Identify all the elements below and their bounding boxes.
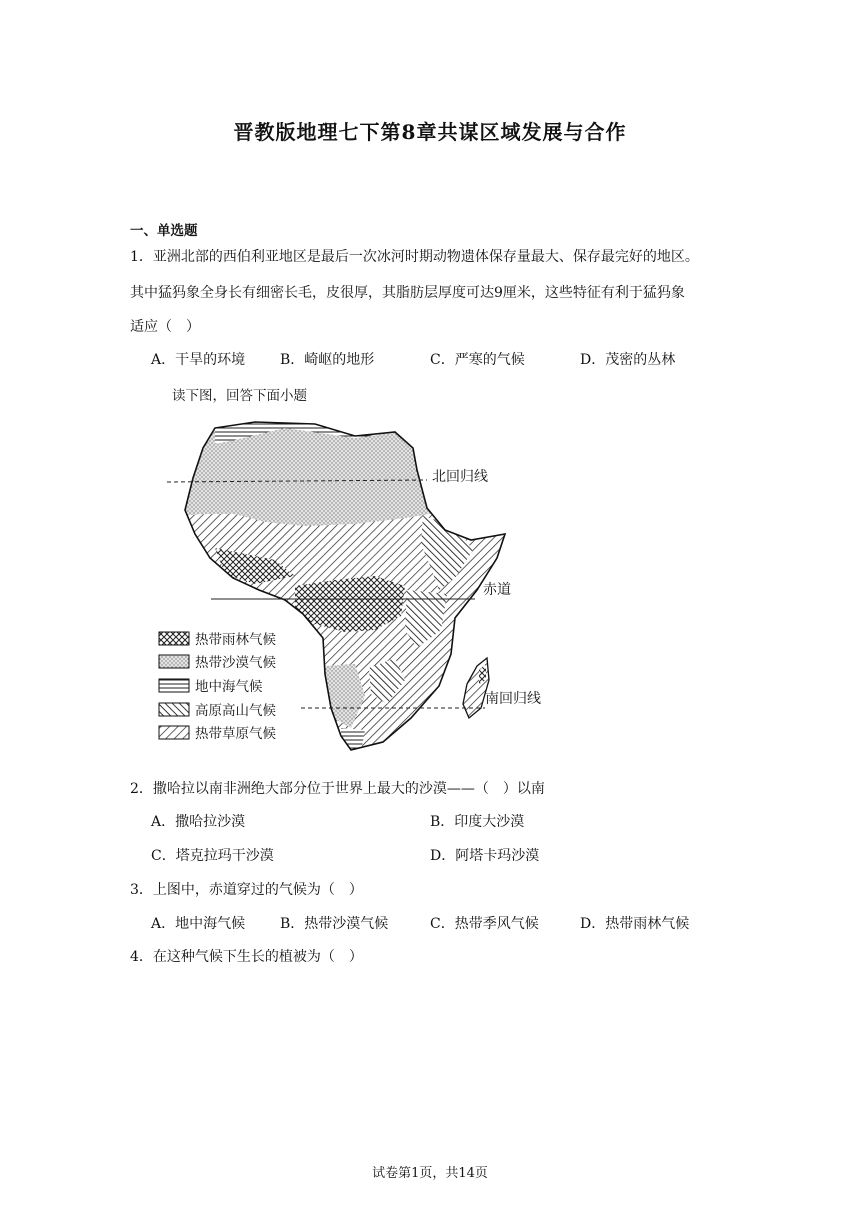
question-3-option-a: A．地中海气候 (151, 916, 246, 932)
question-1-line-3: 适应（ ） (130, 319, 200, 335)
question-3-option-d: D．热带雨林气候 (580, 916, 690, 932)
legend-label-mediterranean: 地中海气候 (195, 679, 263, 695)
map-legend (159, 631, 276, 742)
africa-climate-map (155, 418, 555, 764)
legend-swatch-savanna (159, 726, 189, 739)
question-2-option-a: A．撒哈拉沙漠 (151, 814, 246, 830)
question-1-line-2: 其中猛犸象全身长有细密长毛，皮很厚，其脂肪层厚度可达9厘米，这些特征有利于猛犸象 (130, 285, 685, 301)
legend-label-desert: 热带沙漠气候 (195, 655, 276, 671)
equator-label: 赤道 (483, 582, 511, 598)
question-2-option-c: C．塔克拉玛干沙漠 (151, 848, 274, 864)
question-1-option-d: D．茂密的丛林 (580, 352, 676, 368)
tropic-north-label: 北回归线 (432, 469, 488, 485)
question-3-text: 3．上图中，赤道穿过的气候为（ ） (130, 882, 363, 898)
question-2-text: 2．撒哈拉以南非洲绝大部分位于世界上最大的沙漠——（ ）以南 (130, 781, 545, 797)
page-footer: 试卷第1页，共14页 (372, 1166, 488, 1181)
legend-label-savanna: 热带草原气候 (195, 726, 276, 742)
page-title: 晋教版地理七下第8章共谋区域发展与合作 (233, 120, 627, 144)
legend-label-rainforest: 热带雨林气候 (195, 632, 276, 648)
question-3-option-b: B．热带沙漠气候 (280, 916, 389, 932)
question-1-line-1: 1．亚洲北部的西伯利亚地区是最后一次冰河时期动物遗体保存量最大、保存最完好的地区。 (130, 249, 699, 265)
legend-swatch-mediterranean (159, 679, 189, 692)
legend-swatch-highland (159, 703, 189, 716)
tropic-south-label: 南回归线 (485, 691, 541, 707)
question-1-option-b: B．崎岖的地形 (280, 352, 375, 368)
legend-swatch-desert (159, 655, 189, 668)
question-2-option-d: D．阿塔卡玛沙漠 (430, 848, 540, 864)
section-heading: 一、单选题 (130, 223, 198, 239)
question-1-option-c: C．严寒的气候 (430, 352, 525, 368)
question-1-option-a: A．干旱的环境 (151, 352, 246, 368)
legend-swatch-rainforest (159, 632, 189, 645)
read-prompt: 读下图，回答下面小题 (172, 388, 307, 404)
question-4-text: 4．在这种气候下生长的植被为（ ） (130, 949, 363, 965)
question-3-option-c: C．热带季风气候 (430, 916, 539, 932)
legend-label-highland: 高原高山气候 (195, 703, 276, 719)
madagascar-island (463, 658, 489, 718)
question-2-option-b: B．印度大沙漠 (430, 814, 525, 830)
